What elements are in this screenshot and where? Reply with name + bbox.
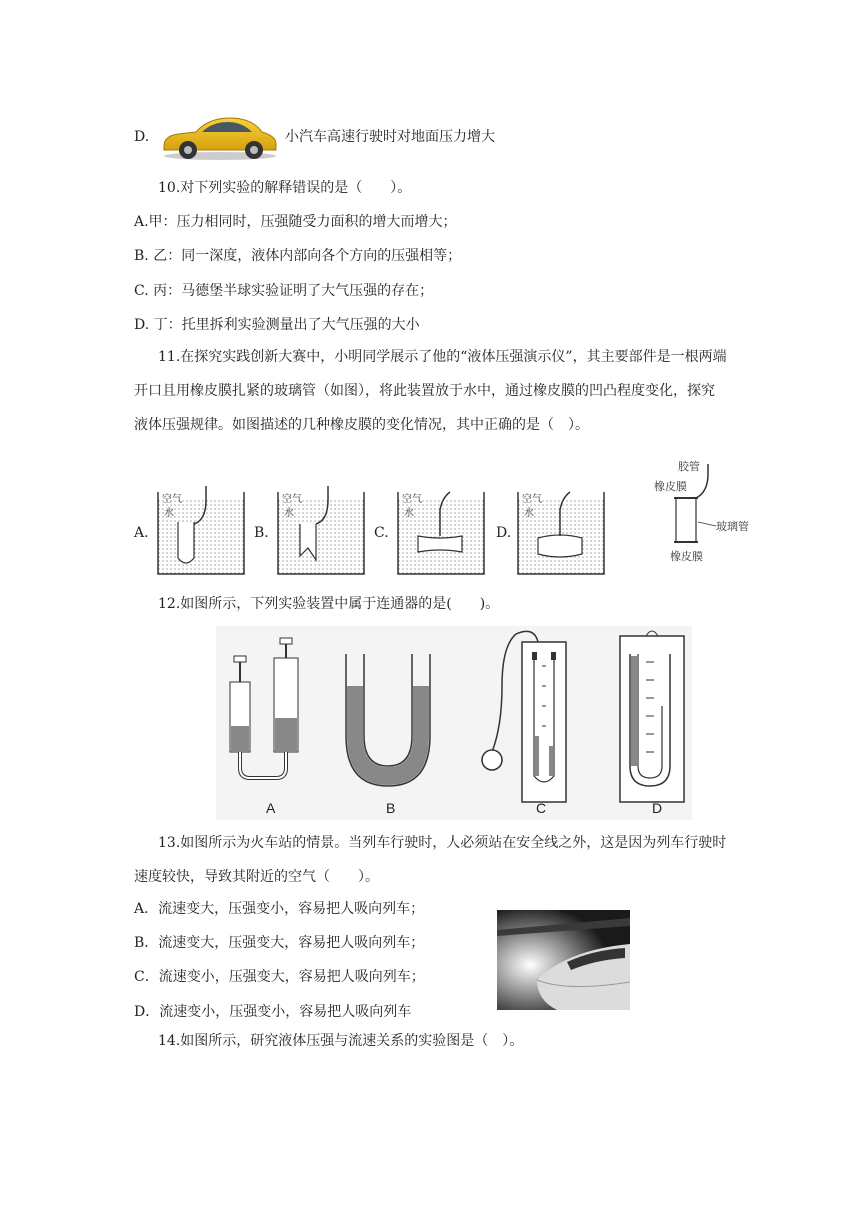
q14-stem: 14.如图所示，研究液体压强与流速关系的实验图是（ ）。 xyxy=(158,1033,524,1049)
svg-text:水: 水 xyxy=(284,508,294,519)
q12-label-a: A xyxy=(266,800,276,816)
svg-text:玻璃管: 玻璃管 xyxy=(716,520,749,533)
q11-beakers xyxy=(150,480,620,580)
q10-option-c: C. 丙：马德堡半球实验证明了大气压强的存在； xyxy=(134,283,434,299)
svg-text:水: 水 xyxy=(404,508,414,519)
car-image xyxy=(160,112,280,162)
q9-option-d-letter: D. xyxy=(134,129,150,145)
svg-text:橡皮膜: 橡皮膜 xyxy=(670,550,703,563)
q10-option-a: A.甲：压力相同时，压强随受力面积的增大而增大； xyxy=(134,214,457,230)
svg-text:胶管: 胶管 xyxy=(678,460,700,473)
q10-option-d: D. 丁：托里拆利实验测量出了大气压强的大小 xyxy=(134,317,420,333)
q10-option-b: B. 乙：同一深度，液体内部向各个方向的压强相等； xyxy=(134,248,462,264)
q11-beaker-c xyxy=(398,492,484,574)
q12-stem: 12.如图所示，下列实验装置中属于连通器的是( )。 xyxy=(158,596,500,612)
svg-text:空气: 空气 xyxy=(162,494,182,505)
q13-option-b: B．流速变大，压强变大，容易把人吸向列车； xyxy=(134,935,425,951)
q11-stem: 11.在探究实践创新大赛中，小明同学展示了他的“液体压强演示仪”，其主要部件是一根两端开口且用橡皮膜扎紧的玻璃管（如图），将此装置放于水中，通过橡皮膜的凹凸程度变化，探究液体压强规律。如图描述的几种橡皮膜的变化情况，其中正确的是（ ）。 xyxy=(134,349,727,433)
q12-figure xyxy=(216,626,692,820)
q11-option-b-letter: B. xyxy=(254,525,269,541)
q12-label-b: B xyxy=(386,800,396,816)
q13-option-d: D．流速变小，压强变小，容易把人吸向列车 xyxy=(134,1004,412,1020)
q11-beaker-b xyxy=(278,486,364,574)
svg-text:橡皮膜: 橡皮膜 xyxy=(654,480,687,493)
svg-text:空气: 空气 xyxy=(282,494,302,505)
q11-device-diagram xyxy=(640,456,760,566)
q11-option-c-letter: C. xyxy=(374,525,389,541)
svg-text:水: 水 xyxy=(524,508,534,519)
q12-device-d xyxy=(620,631,684,802)
q9-option-d-text: 小汽车高速行驶时对地面压力增大 xyxy=(285,129,495,145)
q11-option-d-letter: D. xyxy=(496,525,512,541)
q10-stem: 10.对下列实验的解释错误的是（ ）。 xyxy=(158,180,412,196)
svg-text:空气: 空气 xyxy=(522,494,542,505)
svg-text:水: 水 xyxy=(164,508,174,519)
q13-stem: 13.如图所示为火车站的情景。当列车行驶时，人必须站在安全线之外，这是因为列车行驶时速度较快，导致其附近的空气（ ）。 xyxy=(134,835,727,885)
train-photo xyxy=(497,910,630,1010)
q11-beaker-d xyxy=(518,492,604,574)
q11-beaker-a xyxy=(158,486,244,574)
q13-option-c: C．流速变小，压强变大，容易把人吸向列车； xyxy=(134,969,425,985)
q13-option-a: A．流速变大，压强变小，容易把人吸向列车； xyxy=(134,901,425,917)
svg-text:空气: 空气 xyxy=(402,494,422,505)
q12-label-c: C xyxy=(536,800,547,816)
q12-label-d: D xyxy=(652,800,663,816)
q11-option-a-letter: A. xyxy=(134,525,149,541)
